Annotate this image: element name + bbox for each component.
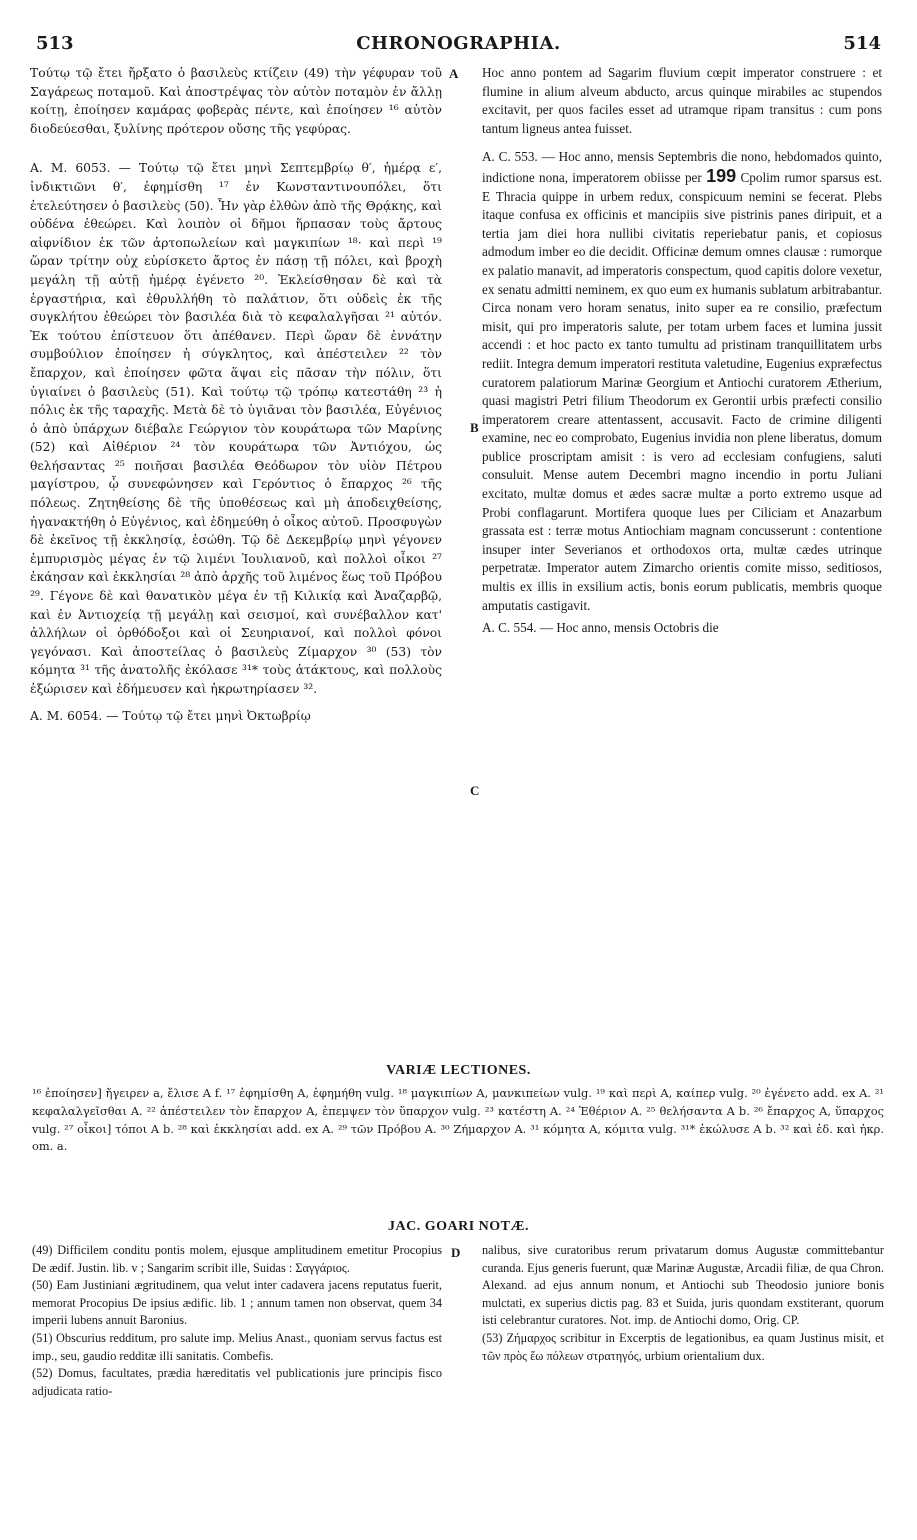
margin-marker-d: D <box>451 1245 461 1260</box>
folio-number: 199 <box>706 165 737 186</box>
margin-marker-b: B <box>470 420 479 435</box>
note-51: (51) Obscurius redditum, pro salute imp. Melius Anast., quoniam servus factus est imp., seu, gaudio redditæ illi sanitatis. Combefis. <box>32 1330 442 1363</box>
latin-column <box>482 64 882 638</box>
variae-lectiones-title: VARIÆ LECTIONES. <box>386 1063 531 1078</box>
running-header <box>0 33 917 61</box>
variae-lectiones-text <box>32 1085 884 1156</box>
latin-paragraph-2-start: A. C. 553. — Hoc anno, mensis Septembris die nono, hebdomados quinto, indictione nona, imperatorem obiisse per <box>482 149 882 185</box>
greek-paragraph-3: A. M. 6054. — Τούτῳ τῷ ἔτει μηνὶ Ὀκτωβρίῳ <box>30 708 311 723</box>
greek-paragraph-2: A. M. 6053. — Τούτῳ τῷ ἔτει μηνὶ Σεπτεμβρίῳ θ′, ἡμέρᾳ ε′, ἰνδικτιῶνι θ′, ἐφημίσθη ¹⁷ ἐν Κωνσταντινουπόλει, ὅτι ἐτελεύτησεν ὁ βασιλεὺς (50). Ἦν γὰρ ἐλθὼν ἀπὸ τῆς Θρᾴκης, καὶ οὐδένα ἐθεώρει. Καὶ λοιπὸν οἱ δῆμοι ἥρπασαν τοὺς ἄρτους αἰφνίδιον ἐκ τῶν ἀρτοπωλείων καὶ μαγκιπίων ¹⁸· καὶ περὶ ¹⁹ ὥραν τρίτην οὐχ εὑρίσκετο ἄρτος ἐν πάσῃ τῇ πόλει, καὶ βροχὴ μεγάλη τῇ αὐτῇ ἡμέρᾳ ἐγένετο ²⁰. Ἐκλείσθησαν δὲ καὶ τὰ ἐργαστήρια, καὶ ἐθρυλλήθη τὸ παλάτιον, ὅτι οὐδεὶς ἐκ τῆς συγκλήτου ἐθεώρει τὸν βασιλέα διὰ τὸ κεφαλαλγῆσαι ²¹ αὐτόν. Ἐκ τούτου ἐπίστευον ὅτι ἀπέθανεν. Περὶ ὥραν δὲ ἐννάτην συμβούλιον ἐποίησεν ἡ σύγκλητος, καὶ ἀπέστειλεν ²² τὸν ἔπαρχον, καὶ ἐποίησεν φῶτα ἅψαι εἰς πᾶσαν τὴν πόλιν, ὅτι ὑγιαίνει ὁ βασιλεὺς (51). Καὶ τούτῳ τῷ τρόπῳ κατεστάθη ²³ ἡ πόλις ἐκ τῆς ταραχῆς. Μετὰ δὲ τὸ ὑγιᾶναι τὸν βασιλέα, Εὐγένιος ὁ ἀπὸ ὑπάρχων διέβαλε Γεώργιον τὸν κουράτωρα τῶν Μαρίνης (52) καὶ Αἰθέριον ²⁴ τὸν κουράτωρα τῶν Ἀντιόχου, ὡς θελήσαντας ²⁵ ποιῆσαι βασιλέα Θεόδωρον τὸν υἱὸν Πέτρου μαγίστρου, ᾧ συνεφώνησεν καὶ Γερόντιος ὁ ἔπαρχος ²⁶ τῆς πόλεως. Ζητηθείσης δὲ τῆς ὑποθέσεως καὶ μὴ ἀποδειχθείσης, ἠγανακτήθη ὁ Εὐγένιος, καὶ ἐδημεύθη ὁ οἶκος αὐτοῦ. Προσφυγὼν δὲ ἐκεῖνος τῇ ἐκκλησίᾳ, ἐσώθη. Τῷ δὲ Δεκεμβρίῳ μηνὶ γέγονεν ἐμπυρισμὸς μέγας ἐν τῷ λιμένι Ἰουλιανοῦ, καὶ πολλοὶ οἶκοι ²⁷ ἐκάησαν καὶ ἐκκλησίαι ²⁸ ἀπὸ ἀρχῆς τοῦ λιμένος ἕως τοῦ Πρόβου ²⁹. Γέγονε δὲ καὶ θανατικὸν μέγα ἐν τῇ Κιλικίᾳ καὶ Ἀναζαρβῷ, καὶ ἐν Ἀντιοχείᾳ τῇ μεγάλῃ καὶ σεισμοί, καὶ συνέβαλλον κατ' ἀλλήλων οἱ ὀρθόδοξοι καὶ οἱ Σευηριανοί, καὶ πολλοὶ φόνοι γεγόνασι. Καὶ ἀποστείλας ὁ βασιλεὺς Ζίμαρχον ³⁰ (53) τὸν κόμητα ³¹ τῆς ἀνατολῆς ἐκόλασε ³¹* τοὺς ἀτάκτους, καὶ πολλοὺς ἐξώρισεν καὶ ἐδήμευσεν καὶ ἠκρωτηρίασεν ³². <box>30 161 442 696</box>
margin-marker-c: C <box>470 783 480 798</box>
note-49: (49) Difficilem conditu pontis molem, ejusque amplitudinem emetitur Procopius De ædif. Justin. lib. v ; Sangarim scribit ille, Suidas : Σαγγάριος. <box>32 1243 442 1275</box>
page-number-left: 513 <box>36 33 74 54</box>
notes-right-column <box>482 1242 884 1365</box>
margin-marker-a: A <box>449 66 459 81</box>
note-52-continued: nalibus, sive curatoribus rerum privatarum domus Augustæ committebantur curanda. Ejus generis fuerunt, quæ Marinæ Augustæ, Arcadii filiæ, de qua Chron. Alexand. ad ejus annum nonum, et Antiochi sub Theodosio juniore bonis mulctati, ex superius dictis pag. 83 et Suida, juris quondam exstiterant, quorum isti celebrantur curatores. Not. imp. de Antiochi domo, Orig. CP. <box>482 1243 884 1328</box>
greek-paragraph-1: Τούτῳ τῷ ἔτει ἤρξατο ὁ βασιλεὺς κτίζειν (49) τὴν γέφυραν τοῦ Σαγάρεως ποταμοῦ. Καὶ ἀποστρέψας τὸν αὐτὸν ποταμὸν ἐν ἄλλῃ κοίτῃ, ἐποίησεν καμάρας φοβερὰς πέντε, καὶ ἐποίησεν ¹⁶ αὐτὸν διοδεύεσθαι, ξυλίνης πρότερον οὔσης τῆς γεφύρας. <box>30 66 442 136</box>
page-number-right: 514 <box>843 33 881 54</box>
note-52: (52) Domus, facultates, prædia hæreditatis vel publicationis jure principis fisco adjudicata ratio- <box>32 1366 442 1398</box>
greek-column <box>30 64 442 725</box>
note-50: (50) Eam Justiniani ægritudinem, qua velut inter cadavera jacens reputatus fuerit, memorat Procopius De ipsius ædific. lib. 1 ; annum tamen non observat, quem 34 imperii lubens annuit Baronius. <box>32 1278 442 1328</box>
notes-left-column <box>32 1242 442 1400</box>
latin-paragraph-2 <box>482 148 882 615</box>
latin-paragraph-3: A. C. 554. — Hoc anno, mensis Octobris die <box>482 620 719 636</box>
running-title: CHRONOGRAPHIA. <box>356 33 561 54</box>
variae-lectiones-body: ¹⁶ ἐποίησεν] ἤγειρεν a, ἔλισε A f. ¹⁷ ἐφημίσθη A, ἐφημήθη vulg. ¹⁸ μαγκιπίων A, μανκιπείων vulg. ¹⁹ καὶ περὶ A, καίπερ vulg. ²⁰ ἐγένετο add. ex A. ²¹ κεφαλαλγεῖσθαι A. ²² ἀπέστειλεν τὸν ἔπαρχον A, ἐπεμψεν τὸν ὕπαρχον vulg. ²³ κατέστη A. ²⁴ Ἐθέριον A. ²⁵ θελήσαντα A b. ²⁶ ἔπαρχος A, ὕπαρχος vulg. ²⁷ οἶκοι] τόποι A b. ²⁸ καὶ ἐκκλησίαι add. ex A. ²⁹ τῶν Πρόβου A. ³⁰ Ζήμαρχον A. ³¹ κόμητα A, κόμιτα vulg. ³¹* ἐκώλυσε A b. ³² καὶ ἐδ. καὶ ἠκρ. om. a. <box>32 1086 884 1154</box>
latin-paragraph-2-rest: Cpolim rumor sparsus est. E Thracia quippe in urbem redux, conspicuum nemini se fecerat. Plebs itaque confusa ex officinis et mancipiis sive pistrinis panes diripuit, et a tertia jam diei hora nullibi civitatis reperiebatur panis, et copiosus admodum imber eo die decidit. Officinæ demum omnes clausæ : rumorque ex palatio manavit, ad imperatoris conspectum, quod capitis dolore vexetur, ex senatu admitti neminem, ex quo eum ex humanis sublatum arbitrabantur. Circa nonam vero horam senatus, inito super ea re consilio, præfectum misit, qui pro imperatoris salute, per totam urbem faces et lumina jussit accendi : et hoc pacto ex tanto tumultu ad pristinam tranquillitatem urbs rediit. Integra demum imperatori restituta valetudine, Eugenius expræfectus curatorem palatiorum Marinæ Georgium et Antiochi curatorem Ætherium, quasi magistri Petri filium Theodorum ex Gerontii urbis præfecti consilio imperatorem creare attentassent, accusavit. Facto de crimine diligenti examine, nec eo comprobato, Eugenius invidia non plene liberatus, domum publice proscriptam amisit : is vero ad ecclesiam confugiens, saluti consuluit. Mense autem Decembri magno incendio in portu Juliani excitato, multæ domus et ædes sacræ multæ a porto extremo usque ad Probi conflagarunt. Mortifera quoque lues per Ciliciam et Anazarbum grassata est : terræ motus Antiochiam magnam concusserunt : contentione insuper inter Severianos et orthodoxos orta, multæ cædes utrinque perpetratæ. Imperator autem Zimarcho orientis comite misso, seditiosos, multis ex illis in exsilium actis, bonis eorum publicatis, membris quoque amputatis castigavit. <box>482 169 883 613</box>
latin-paragraph-1: Hoc anno pontem ad Sagarim fluvium cœpit imperator construere : et flumine in alium alveum abducto, arcus quinque mirabiles ac stupendos excitavit, per quos faciles esset ad utramque ripam transitus : cum pons tantum ligneus antea fuisset. <box>482 65 882 136</box>
notae-title: JAC. GOARI NOTÆ. <box>387 1219 529 1234</box>
note-53: (53) Ζήμαρχος scribitur in Excerptis de legationibus, ea quam Justinus misit, et τῶν πρὸς ἕω πόλεων στρατηγός, urbium orientalium dux. <box>482 1330 884 1363</box>
